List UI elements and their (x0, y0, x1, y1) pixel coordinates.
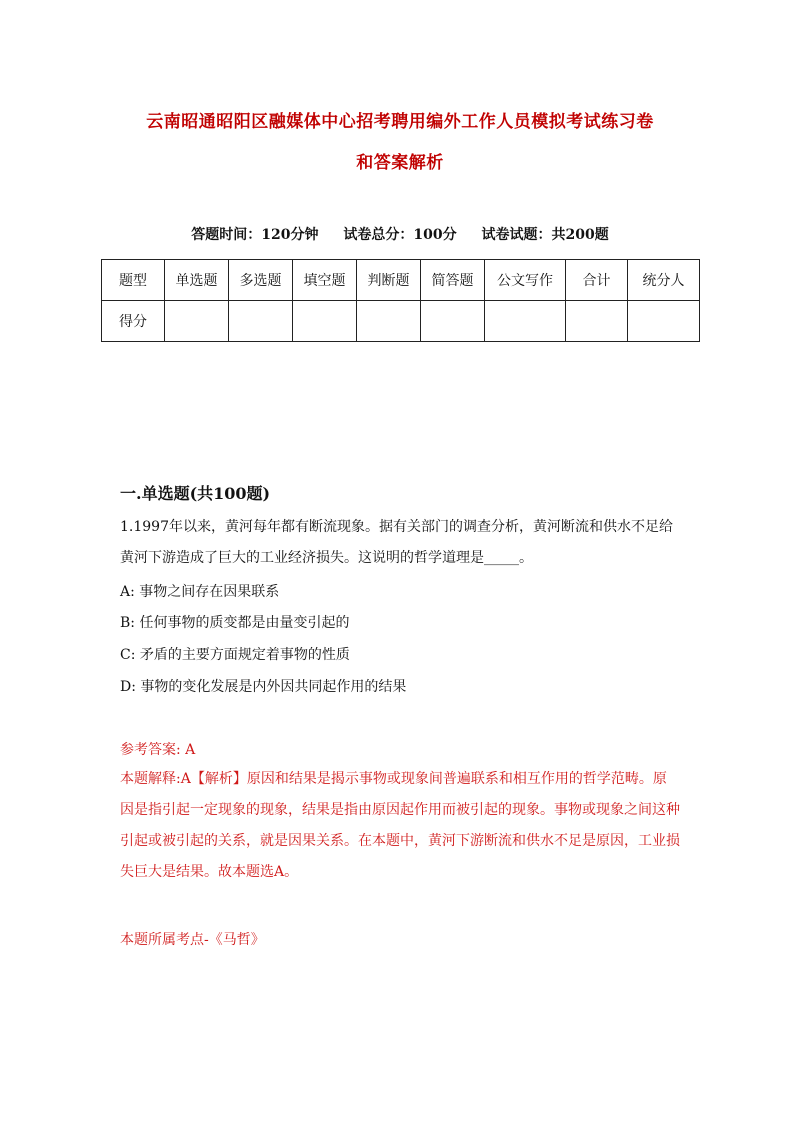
score-table-score-row (102, 301, 700, 342)
score-row-label: 得分 (102, 301, 165, 342)
score-header-cell: 填空题 (293, 260, 357, 301)
option-a: A: 事物之间存在因果联系 (120, 584, 280, 600)
score-header-cell: 单选题 (165, 260, 229, 301)
score-cell (293, 301, 357, 342)
score-cell (628, 301, 700, 342)
score-cell (165, 301, 229, 342)
score-header-cell: 统分人 (628, 260, 700, 301)
exam-question-count: 试卷试题：共200题 (481, 227, 609, 243)
score-cell (485, 301, 566, 342)
option-b: B: 任何事物的质变都是由量变引起的 (120, 615, 350, 631)
exam-time: 答题时间：120分钟 (191, 227, 319, 243)
exam-title-line2: 和答案解析 (356, 153, 444, 173)
exam-meta (0, 224, 800, 244)
score-cell (357, 301, 421, 342)
score-cell (229, 301, 293, 342)
score-table (101, 259, 700, 342)
exam-total-score: 试卷总分：100分 (343, 227, 457, 243)
score-header-cell: 判断题 (357, 260, 421, 301)
score-cell (566, 301, 628, 342)
answer-explanation: 本题解释:A【解析】原因和结果是揭示事物或现象间普遍联系和相互作用的哲学范畴。原因是指引起一定现象的现象，结果是指由原因起作用而被引起的现象。事物或现象之间这种引起或被引起的关系，就是因果关系。在本题中，黄河下游断流和供水不足是原因，工业损失巨大是结果。故本题选A。 (120, 771, 680, 880)
question-text: 1.1997年以来，黄河每年都有断流现象。据有关部门的调查分析，黄河断流和供水不足给黄河下游造成了巨大的工业经济损失。这说明的哲学道理是_____。 (120, 519, 673, 566)
score-header-cell: 多选题 (229, 260, 293, 301)
option-d: D: 事物的变化发展是内外因共同起作用的结果 (120, 679, 407, 695)
score-header-cell: 题型 (102, 260, 165, 301)
knowledge-point: 本题所属考点-《马哲》 (120, 932, 265, 948)
section-title: 一.单选题(共100题) (120, 484, 271, 503)
reference-answer: 参考答案: A (120, 742, 196, 758)
option-c: C: 矛盾的主要方面规定着事物的性质 (120, 647, 350, 663)
score-header-cell: 简答题 (421, 260, 485, 301)
score-header-cell: 合计 (566, 260, 628, 301)
score-header-cell: 公文写作 (485, 260, 566, 301)
score-cell (421, 301, 485, 342)
exam-title-line1: 云南昭通昭阳区融媒体中心招考聘用编外工作人员模拟考试练习卷 (146, 112, 654, 132)
score-table-header-row (102, 260, 700, 301)
